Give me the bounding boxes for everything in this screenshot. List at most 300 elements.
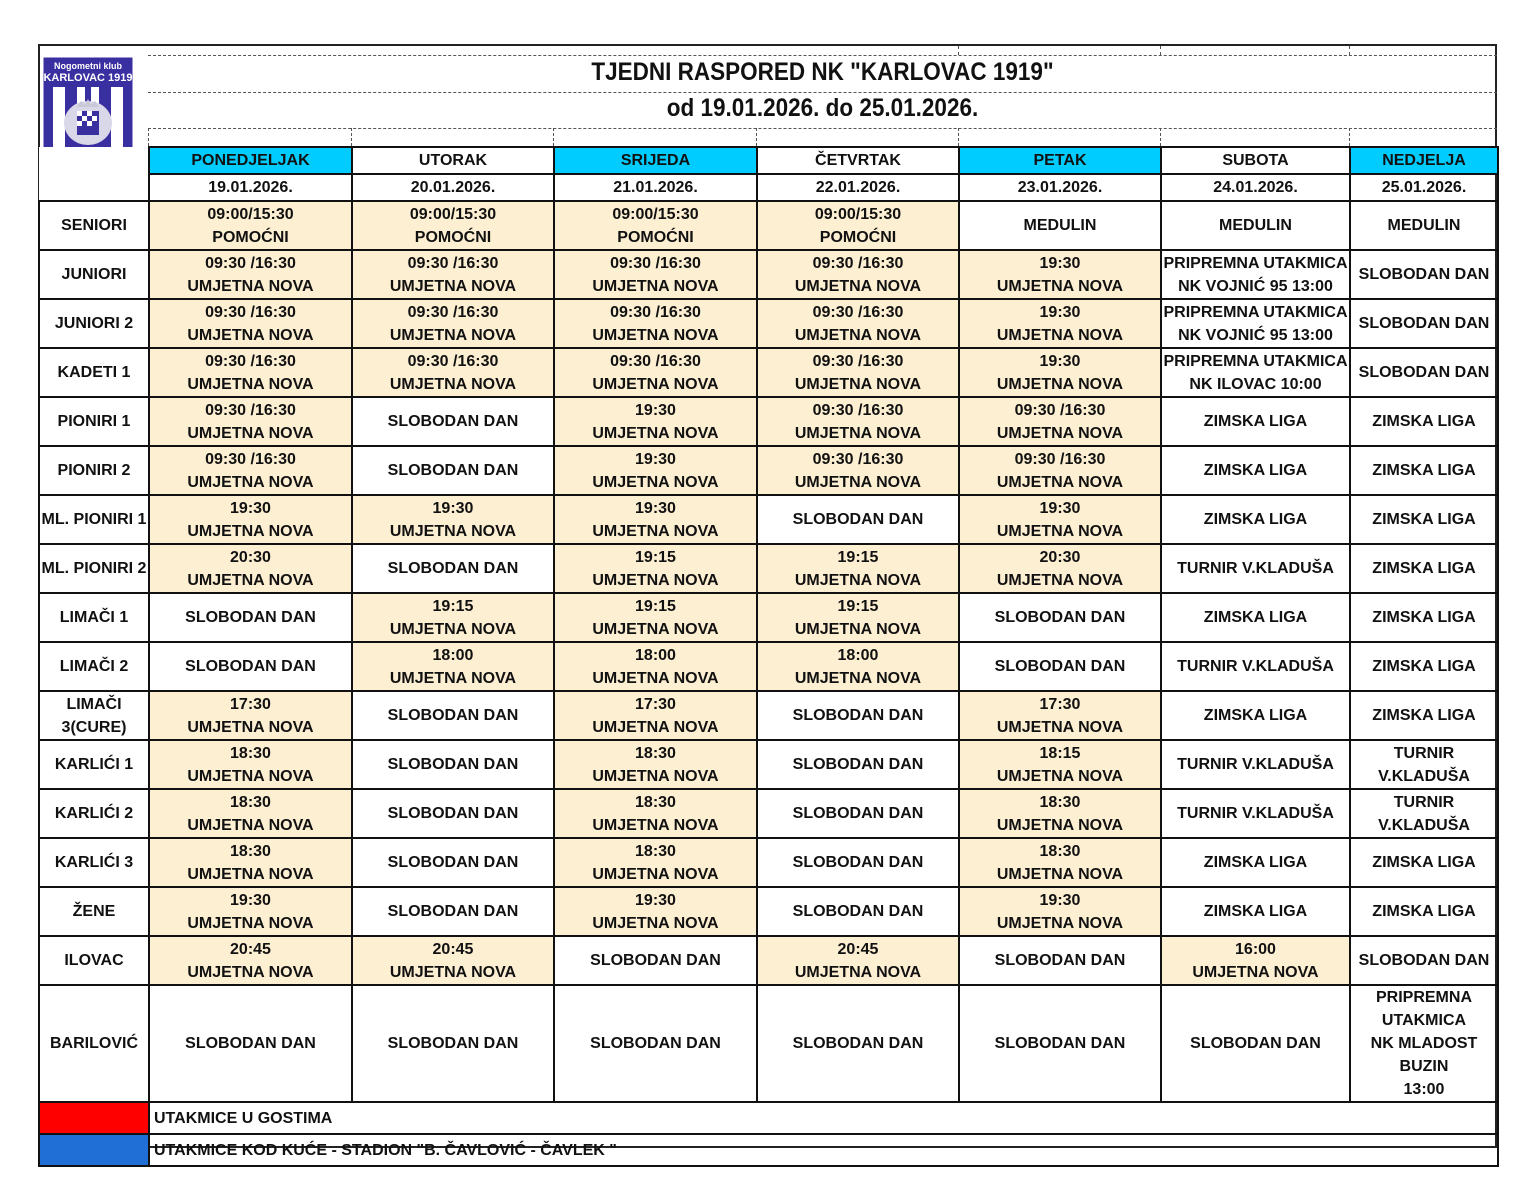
training-time: 18:30 — [635, 842, 676, 860]
training-time: 18:30 — [1039, 793, 1081, 811]
training-time: 19:30 — [635, 450, 676, 468]
date-header-4: 22.01.2026. — [757, 174, 959, 201]
match-cell: ZIMSKA LIGA — [1350, 495, 1498, 544]
friendly-title: PRIPREMNA UTAKMICA — [1163, 303, 1348, 321]
day-header-7: NEDJELJA — [1350, 147, 1498, 174]
training-venue: UMJETNA NOVA — [996, 571, 1124, 589]
training-venue: UMJETNA NOVA — [389, 326, 517, 344]
training-time: 19:30 — [635, 499, 676, 517]
team-row — [39, 985, 1498, 1102]
training-cell — [352, 299, 554, 348]
team-row — [39, 642, 1498, 691]
team-name: KARLIĆI 2 — [39, 789, 149, 838]
training-cell — [149, 740, 352, 789]
team-row — [39, 887, 1498, 936]
training-cell — [959, 740, 1161, 789]
training-venue: UMJETNA NOVA — [592, 277, 719, 295]
training-cell — [757, 936, 959, 985]
training-time: 17:30 — [635, 695, 676, 713]
team-name: JUNIORI 2 — [39, 299, 149, 348]
training-venue: UMJETNA NOVA — [389, 620, 517, 638]
training-venue: UMJETNA NOVA — [592, 522, 719, 540]
training-time: 18:00 — [635, 646, 676, 664]
training-cell — [149, 789, 352, 838]
training-cell — [959, 789, 1161, 838]
training-venue: UMJETNA NOVA — [794, 277, 922, 295]
training-time: 09:30 /16:30 — [1014, 450, 1106, 468]
team-row — [39, 397, 1498, 446]
day-header-4: ČETVRTAK — [757, 147, 959, 174]
training-venue: UMJETNA NOVA — [389, 277, 517, 295]
friendly-title: PRIPREMNA UTAKMICA — [1163, 254, 1348, 272]
date-header-5: 23.01.2026. — [959, 174, 1161, 201]
training-cell — [352, 348, 554, 397]
training-cell — [149, 446, 352, 495]
training-venue: UMJETNA NOVA — [592, 865, 719, 883]
match-cell: TURNIR V.KLADUŠA — [1350, 740, 1498, 789]
training-cell — [352, 250, 554, 299]
legend-row — [39, 1134, 1498, 1166]
training-time: 19:30 — [1039, 499, 1081, 517]
training-time: 18:30 — [635, 793, 676, 811]
training-time: 20:30 — [1039, 548, 1081, 566]
friendly-match-cell — [1350, 985, 1498, 1102]
team-name: PIONIRI 1 — [39, 397, 149, 446]
training-venue: UMJETNA NOVA — [187, 914, 314, 932]
match-cell: TURNIR V.KLADUŠA — [1161, 740, 1350, 789]
training-venue: UMJETNA NOVA — [794, 326, 922, 344]
training-time: 19:30 — [1039, 891, 1081, 909]
training-venue: UMJETNA NOVA — [592, 571, 719, 589]
title-area — [148, 46, 1497, 146]
match-cell: ZIMSKA LIGA — [1161, 838, 1350, 887]
training-venue: UMJETNA NOVA — [389, 963, 517, 981]
training-time: 09:30 /16:30 — [812, 352, 904, 370]
training-cell — [757, 250, 959, 299]
training-venue: UMJETNA NOVA — [592, 816, 719, 834]
training-cell — [149, 838, 352, 887]
training-cell — [757, 446, 959, 495]
friendly-opponent: NK ILOVAC 10:00 — [1189, 375, 1322, 393]
match-cell: TURNIR V.KLADUŠA — [1350, 789, 1498, 838]
away-cell: MEDULIN — [1161, 201, 1350, 250]
training-cell — [554, 691, 757, 740]
training-venue: UMJETNA NOVA — [187, 767, 314, 785]
legend-swatch-away — [39, 1102, 149, 1134]
legend-label: UTAKMICE KOD KUĆE - STADION "B. ČAVLOVIĆ - ČAVLEK " — [149, 1134, 1498, 1166]
training-venue: UMJETNA NOVA — [996, 865, 1124, 883]
training-time: 19:15 — [635, 548, 676, 566]
free-day-cell: SLOBODAN DAN — [352, 985, 554, 1102]
match-cell: ZIMSKA LIGA — [1350, 593, 1498, 642]
training-time: 18:00 — [837, 646, 879, 664]
training-cell — [554, 201, 757, 250]
training-time: 09:30 /16:30 — [812, 450, 904, 468]
training-time: 17:30 — [230, 695, 271, 713]
team-row — [39, 250, 1498, 299]
training-time: 09:30 /16:30 — [812, 303, 904, 321]
training-venue: UMJETNA NOVA — [592, 767, 719, 785]
training-time: 18:30 — [635, 744, 676, 762]
free-day-cell: SLOBODAN DAN — [352, 740, 554, 789]
free-day-cell: SLOBODAN DAN — [959, 985, 1161, 1102]
training-cell — [554, 495, 757, 544]
friendly-opponent: NK MLADOST BUZIN — [1370, 1035, 1478, 1075]
training-time: 16:00 — [1235, 940, 1276, 958]
training-venue: UMJETNA NOVA — [187, 424, 314, 442]
team-row — [39, 495, 1498, 544]
match-cell: ZIMSKA LIGA — [1350, 397, 1498, 446]
team-row — [39, 838, 1498, 887]
training-cell — [554, 544, 757, 593]
training-time: 09:30 /16:30 — [1014, 401, 1106, 419]
free-day-cell: SLOBODAN DAN — [757, 985, 959, 1102]
match-cell: ZIMSKA LIGA — [1161, 593, 1350, 642]
training-time: 19:30 — [1039, 254, 1081, 272]
training-cell — [757, 348, 959, 397]
training-cell — [959, 446, 1161, 495]
training-cell — [757, 299, 959, 348]
logo-text-line1: Nogometni klub — [54, 61, 122, 71]
day-header-row — [39, 147, 1498, 174]
training-cell — [959, 348, 1161, 397]
training-cell — [149, 201, 352, 250]
training-time: 09:30 /16:30 — [407, 352, 499, 370]
match-cell: TURNIR V.KLADUŠA — [1161, 789, 1350, 838]
schedule-table — [38, 146, 1499, 1167]
team-row — [39, 789, 1498, 838]
match-cell: ZIMSKA LIGA — [1350, 544, 1498, 593]
training-time: 19:30 — [1039, 352, 1081, 370]
training-venue: UMJETNA NOVA — [996, 375, 1124, 393]
friendly-match-cell — [1161, 348, 1350, 397]
training-time: 19:30 — [230, 891, 271, 909]
training-cell — [959, 887, 1161, 936]
training-cell — [352, 642, 554, 691]
training-time: 19:30 — [635, 891, 676, 909]
team-row — [39, 691, 1498, 740]
training-cell — [149, 397, 352, 446]
training-time: 09:30 /16:30 — [407, 303, 499, 321]
date-header-6: 24.01.2026. — [1161, 174, 1350, 201]
training-time: 19:30 — [1039, 303, 1081, 321]
team-name: PIONIRI 2 — [39, 446, 149, 495]
team-row — [39, 544, 1498, 593]
training-venue: UMJETNA NOVA — [996, 914, 1124, 932]
free-day-cell: SLOBODAN DAN — [1350, 348, 1498, 397]
training-cell — [352, 593, 554, 642]
training-time: 09:30 /16:30 — [407, 254, 499, 272]
free-day-cell: SLOBODAN DAN — [149, 593, 352, 642]
free-day-cell: SLOBODAN DAN — [757, 691, 959, 740]
training-time: 09:30 /16:30 — [812, 401, 904, 419]
training-venue: UMJETNA NOVA — [187, 963, 314, 981]
training-cell — [554, 887, 757, 936]
training-venue: UMJETNA NOVA — [794, 473, 922, 491]
legend-row — [39, 1102, 1498, 1134]
training-venue: UMJETNA NOVA — [794, 375, 922, 393]
team-name: LIMAČI 3(CURE) — [39, 691, 149, 740]
date-range: od 19.01.2026. do 25.01.2026. — [666, 94, 979, 122]
free-day-cell: SLOBODAN DAN — [757, 740, 959, 789]
training-venue: UMJETNA NOVA — [794, 620, 922, 638]
training-cell — [959, 495, 1161, 544]
training-cell — [554, 250, 757, 299]
training-time: 09:30 /16:30 — [205, 254, 296, 272]
training-venue: UMJETNA NOVA — [996, 816, 1124, 834]
training-venue: UMJETNA NOVA — [996, 522, 1124, 540]
free-day-cell: SLOBODAN DAN — [1350, 299, 1498, 348]
training-venue: UMJETNA NOVA — [592, 669, 719, 687]
training-venue: UMJETNA NOVA — [794, 571, 922, 589]
training-venue: UMJETNA NOVA — [592, 914, 719, 932]
training-time: 09:00/15:30 — [612, 205, 699, 223]
training-time: 17:30 — [1039, 695, 1081, 713]
training-venue: UMJETNA NOVA — [389, 522, 517, 540]
training-cell — [149, 495, 352, 544]
date-header-7: 25.01.2026. — [1350, 174, 1498, 201]
training-cell — [554, 838, 757, 887]
day-header-2: UTORAK — [352, 147, 554, 174]
training-time: 18:00 — [432, 646, 474, 664]
team-name: LIMAČI 1 — [39, 593, 149, 642]
training-venue: UMJETNA NOVA — [187, 865, 314, 883]
free-day-cell: SLOBODAN DAN — [149, 985, 352, 1102]
free-day-cell: SLOBODAN DAN — [352, 691, 554, 740]
team-name: ILOVAC — [39, 936, 149, 985]
day-header-5: PETAK — [959, 147, 1161, 174]
match-cell: ZIMSKA LIGA — [1161, 691, 1350, 740]
free-day-cell: SLOBODAN DAN — [959, 593, 1161, 642]
match-cell: ZIMSKA LIGA — [1350, 838, 1498, 887]
free-day-cell: SLOBODAN DAN — [352, 397, 554, 446]
training-time: 19:30 — [635, 401, 676, 419]
free-day-cell: SLOBODAN DAN — [959, 936, 1161, 985]
training-venue: UMJETNA NOVA — [592, 326, 719, 344]
training-cell — [757, 201, 959, 250]
page-title: TJEDNI RASPORED NK "KARLOVAC 1919" — [591, 58, 1054, 86]
training-cell — [554, 642, 757, 691]
training-venue: UMJETNA NOVA — [996, 473, 1124, 491]
training-cell — [149, 936, 352, 985]
training-cell — [554, 299, 757, 348]
training-time: 09:30 /16:30 — [205, 401, 296, 419]
logo-cell — [39, 147, 149, 201]
training-venue: UMJETNA NOVA — [187, 277, 314, 295]
training-cell — [352, 936, 554, 985]
training-time: 18:30 — [230, 793, 271, 811]
training-cell — [757, 544, 959, 593]
match-cell: TURNIR V.KLADUŠA — [1161, 544, 1350, 593]
training-time: 09:30 /16:30 — [812, 254, 904, 272]
match-cell: ZIMSKA LIGA — [1161, 887, 1350, 936]
training-time: 18:30 — [1039, 842, 1081, 860]
free-day-cell: SLOBODAN DAN — [554, 936, 757, 985]
team-row — [39, 299, 1498, 348]
training-venue: UMJETNA NOVA — [996, 718, 1124, 736]
training-time: 09:30 /16:30 — [205, 303, 296, 321]
legend-swatch-home — [39, 1134, 149, 1166]
training-venue: UMJETNA NOVA — [187, 473, 314, 491]
training-venue: UMJETNA NOVA — [187, 816, 314, 834]
training-venue: UMJETNA NOVA — [996, 424, 1124, 442]
team-name: ML. PIONIRI 2 — [39, 544, 149, 593]
training-time: 19:15 — [635, 597, 676, 615]
training-venue: UMJETNA NOVA — [187, 718, 314, 736]
team-name: KADETI 1 — [39, 348, 149, 397]
team-row — [39, 740, 1498, 789]
training-venue: UMJETNA NOVA — [794, 669, 922, 687]
free-day-cell: SLOBODAN DAN — [352, 446, 554, 495]
match-cell: ZIMSKA LIGA — [1350, 446, 1498, 495]
team-name: SENIORI — [39, 201, 149, 250]
date-header-row — [39, 174, 1498, 201]
team-row — [39, 201, 1498, 250]
training-time: 19:15 — [837, 548, 879, 566]
training-cell — [959, 299, 1161, 348]
training-venue: UMJETNA NOVA — [592, 375, 719, 393]
training-venue: UMJETNA NOVA — [996, 767, 1124, 785]
training-venue: UMJETNA NOVA — [592, 473, 719, 491]
date-header-2: 20.01.2026. — [352, 174, 554, 201]
free-day-cell: SLOBODAN DAN — [757, 838, 959, 887]
training-cell — [554, 397, 757, 446]
training-time: 18:15 — [1039, 744, 1081, 762]
training-venue: POMOĆNI — [414, 228, 492, 246]
friendly-time: 13:00 — [1403, 1081, 1445, 1098]
training-venue: UMJETNA NOVA — [996, 277, 1124, 295]
free-day-cell: SLOBODAN DAN — [1350, 936, 1498, 985]
training-venue: UMJETNA NOVA — [592, 620, 719, 638]
training-venue: UMJETNA NOVA — [1192, 963, 1319, 981]
training-venue: UMJETNA NOVA — [187, 571, 314, 589]
free-day-cell: SLOBODAN DAN — [757, 789, 959, 838]
friendly-title: PRIPREMNA UTAKMICA — [1163, 352, 1348, 370]
training-venue: POMOĆNI — [819, 228, 897, 246]
away-cell: MEDULIN — [1350, 201, 1498, 250]
training-cell — [757, 397, 959, 446]
training-time: 20:45 — [230, 940, 271, 958]
friendly-opponent: NK VOJNIĆ 95 13:00 — [1178, 326, 1333, 344]
team-row — [39, 348, 1498, 397]
friendly-match-cell — [1161, 299, 1350, 348]
match-cell: TURNIR V.KLADUŠA — [1161, 642, 1350, 691]
training-venue: UMJETNA NOVA — [996, 326, 1124, 344]
team-name: BARILOVIĆ — [39, 985, 149, 1102]
training-venue: UMJETNA NOVA — [592, 424, 719, 442]
training-time: 19:30 — [230, 499, 271, 517]
training-time: 09:00/15:30 — [409, 205, 497, 223]
training-time: 19:15 — [432, 597, 474, 615]
friendly-match-cell — [1161, 250, 1350, 299]
training-cell — [149, 299, 352, 348]
date-header-1: 19.01.2026. — [149, 174, 352, 201]
training-venue: UMJETNA NOVA — [592, 718, 719, 736]
training-cell — [757, 593, 959, 642]
free-day-cell: SLOBODAN DAN — [149, 642, 352, 691]
training-cell — [554, 593, 757, 642]
training-venue: UMJETNA NOVA — [794, 424, 922, 442]
training-cell — [352, 495, 554, 544]
team-row — [39, 446, 1498, 495]
legend-label: UTAKMICE U GOSTIMA — [149, 1102, 1498, 1134]
training-venue: UMJETNA NOVA — [187, 522, 314, 540]
free-day-cell: SLOBODAN DAN — [352, 838, 554, 887]
training-cell — [959, 397, 1161, 446]
training-cell — [149, 544, 352, 593]
training-cell — [1161, 936, 1350, 985]
training-time: 09:30 /16:30 — [610, 254, 701, 272]
training-cell — [959, 544, 1161, 593]
logo-text-line2: KARLOVAC 1919 — [43, 72, 133, 84]
free-day-cell: SLOBODAN DAN — [757, 495, 959, 544]
training-venue: POMOĆNI — [617, 228, 694, 246]
match-cell: ZIMSKA LIGA — [1350, 642, 1498, 691]
training-time: 20:30 — [230, 548, 271, 566]
match-cell: ZIMSKA LIGA — [1350, 691, 1498, 740]
training-time: 09:30 /16:30 — [205, 352, 296, 370]
away-cell: MEDULIN — [959, 201, 1161, 250]
team-name: ML. PIONIRI 1 — [39, 495, 149, 544]
match-cell: ZIMSKA LIGA — [1161, 397, 1350, 446]
day-header-6: SUBOTA — [1161, 147, 1350, 174]
training-cell — [149, 250, 352, 299]
training-cell — [959, 838, 1161, 887]
training-cell — [149, 691, 352, 740]
free-day-cell: SLOBODAN DAN — [352, 887, 554, 936]
training-cell — [959, 691, 1161, 740]
day-header-1: PONEDJELJAK — [149, 147, 352, 174]
training-venue: UMJETNA NOVA — [389, 375, 517, 393]
training-cell — [959, 250, 1161, 299]
training-time: 20:45 — [432, 940, 474, 958]
training-venue: UMJETNA NOVA — [389, 669, 517, 687]
free-day-cell: SLOBODAN DAN — [352, 789, 554, 838]
training-time: 18:30 — [230, 744, 271, 762]
training-cell — [554, 348, 757, 397]
training-time: 18:30 — [230, 842, 271, 860]
training-time: 19:15 — [837, 597, 879, 615]
friendly-opponent: NK VOJNIĆ 95 13:00 — [1178, 277, 1333, 295]
free-day-cell: SLOBODAN DAN — [554, 985, 757, 1102]
team-name: ŽENE — [39, 887, 149, 936]
training-time: 09:30 /16:30 — [610, 303, 701, 321]
training-cell — [554, 789, 757, 838]
training-cell — [149, 887, 352, 936]
match-cell: ZIMSKA LIGA — [1350, 887, 1498, 936]
free-day-cell: SLOBODAN DAN — [352, 544, 554, 593]
team-name: KARLIĆI 1 — [39, 740, 149, 789]
friendly-title: PRIPREMNA UTAKMICA — [1375, 989, 1472, 1029]
training-cell — [757, 642, 959, 691]
training-time: 19:30 — [432, 499, 474, 517]
training-time: 09:00/15:30 — [814, 205, 902, 223]
training-cell — [352, 201, 554, 250]
team-row — [39, 593, 1498, 642]
team-name: LIMAČI 2 — [39, 642, 149, 691]
training-cell — [554, 446, 757, 495]
team-name: KARLIĆI 3 — [39, 838, 149, 887]
training-cell — [554, 740, 757, 789]
match-cell: ZIMSKA LIGA — [1161, 495, 1350, 544]
free-day-cell: SLOBODAN DAN — [1350, 250, 1498, 299]
free-day-cell: SLOBODAN DAN — [757, 887, 959, 936]
free-day-cell: SLOBODAN DAN — [1161, 985, 1350, 1102]
training-venue: UMJETNA NOVA — [794, 963, 922, 981]
team-row — [39, 936, 1498, 985]
match-cell: ZIMSKA LIGA — [1161, 446, 1350, 495]
training-cell — [149, 348, 352, 397]
